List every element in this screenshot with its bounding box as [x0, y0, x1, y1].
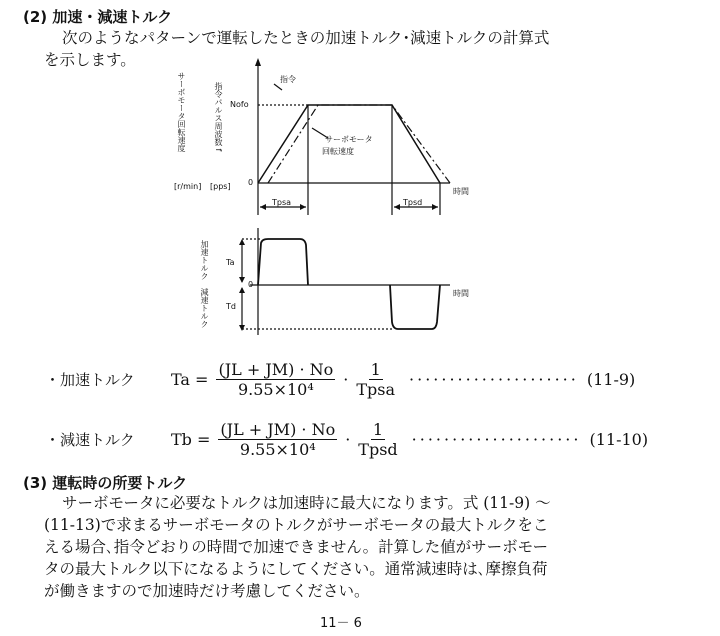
section2-intro-line2: を示します。 [44, 51, 136, 69]
formula-accel-time-fraction [356, 360, 395, 399]
section2-intro-line1: 次のようなパターンで運転したときの加速トルク･減速トルクの計算式 [62, 29, 550, 47]
formula-decel-time-denominator: Tpsd [358, 440, 398, 459]
formula-accel-multiply: · [343, 370, 349, 389]
section3-line3: える場合､指令どおりの時間で加速できません。計算した値がサーボモー [44, 538, 549, 556]
nofo-label: Nofo [230, 100, 249, 109]
formula-decel-time-fraction [358, 420, 397, 459]
formula-decel-multiply: · [345, 430, 351, 449]
decel-torque-axis-label: 減速トルク [200, 288, 209, 328]
pulse-frequency-axis-unit: [pps] [210, 182, 231, 191]
section3-line2: (11-13)で求まるサーボモータのトルクがサーボモータの最大トルクをこ [44, 516, 549, 534]
speed-axis-unit: [r/min] [174, 182, 202, 191]
formula-decel-lhs: Tb = [171, 430, 211, 449]
ta-label: Ta [226, 258, 235, 267]
formula-accel-time-denominator: Tpsa [356, 380, 396, 399]
formula-accel-denominator: 9.55×10⁴ [237, 380, 314, 399]
formula-decel-time-numerator: 1 [372, 420, 384, 439]
section3-line1: サーボモータに必要なトルクは加速時に最大になります。式 (11-9) ～ [62, 494, 551, 512]
torque-origin-label: 0 [248, 280, 254, 289]
formula-decel-denominator: 9.55×10⁴ [239, 440, 316, 459]
tpsd-label: Tpsd [403, 198, 423, 207]
formula-decel-torque [45, 420, 648, 459]
formula-accel-fraction [216, 360, 335, 399]
decel-torque-pulse [390, 285, 440, 329]
pulse-frequency-axis-label: 指令パルス周波数 f [214, 82, 223, 152]
formula-accel-ref: (11-9) [586, 370, 636, 389]
speed-axis-label: サーボモータ回転速度 [177, 72, 186, 152]
formula-accel-torque [45, 360, 635, 399]
section3-heading: (3) 運転時の所要トルク [23, 474, 188, 492]
formula-accel-leader-dots: ····················· [409, 370, 579, 389]
formula-accel-numerator: (JL + JM) · No [218, 360, 334, 379]
section3-line4: タの最大トルク以下になるようにしてください。通常減速時は､摩擦負荷 [44, 560, 548, 578]
formula-decel-fraction [218, 420, 337, 459]
td-label: Td [226, 302, 236, 311]
page-number: 11－ 6 [320, 616, 362, 631]
formula-accel-label: ・加速トルク [45, 371, 135, 389]
accel-torque-axis-label: 加速トルク [200, 240, 209, 280]
time-axis-label-bottom: 時間 [453, 289, 469, 298]
formula-decel-label: ・減速トルク [45, 431, 135, 449]
formula-decel-numerator: (JL + JM) · No [220, 420, 336, 439]
servo-speed-legend-1: サーボモータ [325, 135, 373, 144]
section2-heading: (2) 加速・減速トルク [23, 8, 173, 26]
formula-accel-lhs: Ta = [171, 370, 209, 389]
tpsa-label: Tpsa [272, 198, 292, 207]
section3-line5: が働きますので加速時だけ考慮してください。 [44, 582, 370, 600]
formula-decel-leader-dots: ····················· [411, 430, 582, 449]
command-legend: 指令 [280, 75, 296, 84]
formula-decel-ref: (11-10) [589, 430, 649, 449]
servo-speed-legend-2: 回転速度 [322, 147, 354, 156]
accel-torque-pulse [258, 239, 308, 285]
time-axis-label-top: 時間 [453, 187, 469, 196]
formula-accel-time-numerator: 1 [370, 360, 381, 379]
speed-origin-label: 0 [248, 178, 254, 187]
